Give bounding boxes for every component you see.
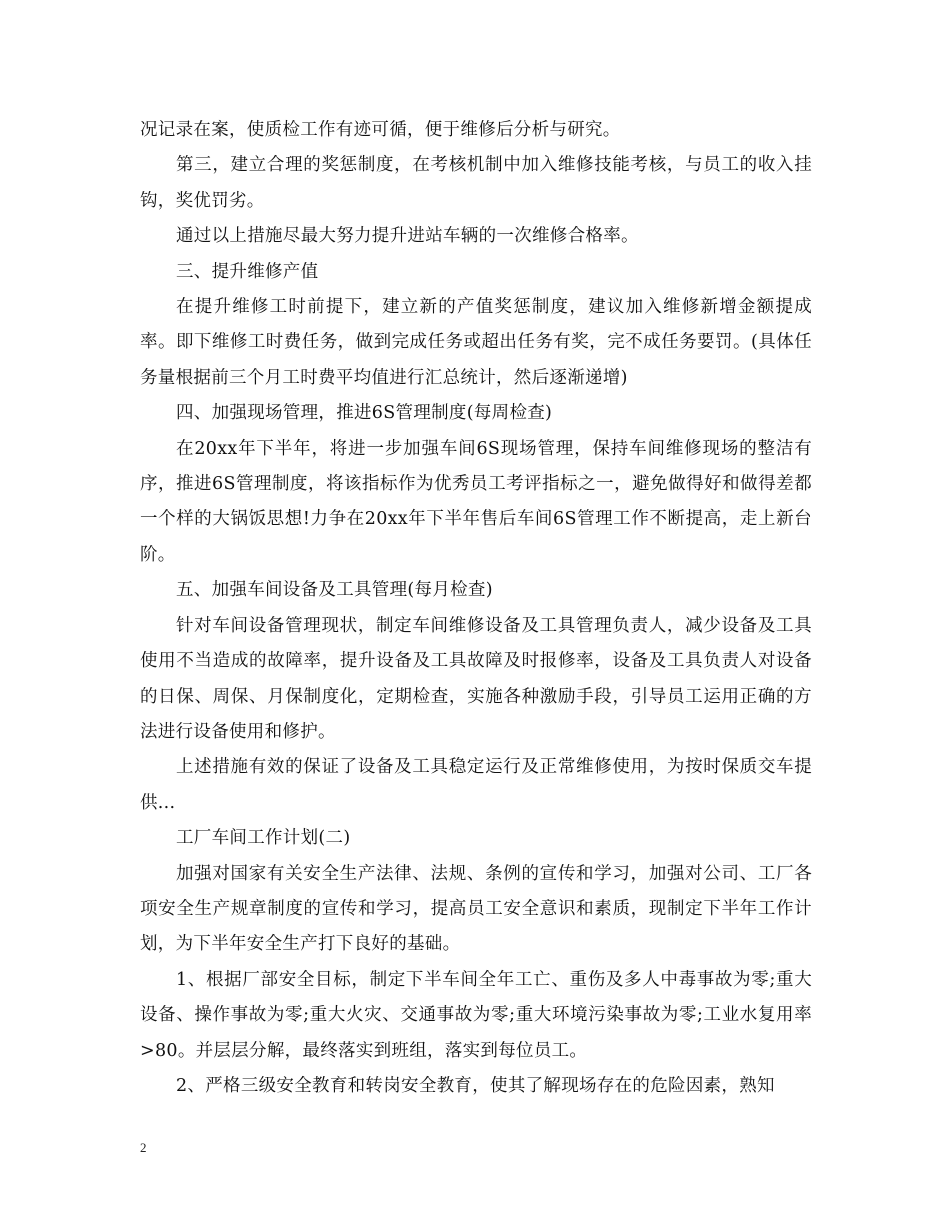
paragraph-13: 1、根据厂部安全目标，制定下半车间全年工亡、重伤及多人中毒事故为零;重大设备、操作事故为零;重大火灾、交通事故为零;重大环境污染事故为零;工业水复用率>80。并层层分解，最终落实到班组，落实到每位员工。 [140, 969, 812, 1061]
paragraph-12: 加强对国家有关安全生产法律、法规、条例的宣传和学习，加强对公司、工厂各项安全生产规章制度的宣传和学习，提高员工安全意识和素质，现制定下半年工作计划，为下半年安全生产打下良好的基础。 [140, 863, 812, 955]
paragraph-14: 2、严格三级安全教育和转岗安全教育，使其了解现场存在的危险因素，熟知 [176, 1075, 775, 1096]
paragraph-2: 第三，建立合理的奖惩制度，在考核机制中加入维修技能考核，与员工的收入挂钩，奖优罚劣。 [140, 155, 812, 211]
paragraph-9: 针对车间设备管理现状，制定车间维修设备及工具管理负责人，减少设备及工具使用不当造成的故障率，提升设备及工具故障及时报修率，设备及工具负责人对设备的日保、周保、月保制度化，定期检查，实施各种激励手段，引导员工运用正确的方法进行设备使用和修护。 [140, 615, 812, 742]
paragraph-10: 上述措施有效的保证了设备及工具稳定运行及正常维修使用，为按时保质交车提供... [140, 757, 812, 813]
document-body [140, 113, 812, 1104]
paragraph-5: 在提升维修工时前提下，建立新的产值奖惩制度，建议加入维修新增金额提成率。即下维修工时费任务，做到完成任务或超出任务有奖，完不成任务要罚。(具体任务量根据前三个月工时费平均值进行汇总统计，然后逐渐递增) [140, 297, 812, 388]
paragraph-1: 况记录在案，使质检工作有迹可循，便于维修后分析与研究。 [140, 120, 621, 140]
page-number: 2 [140, 1140, 147, 1155]
document-subtitle: 工厂车间工作计划(二) [176, 828, 351, 849]
section-heading-3: 三、提升维修产值 [176, 261, 319, 282]
section-heading-5: 五、加强车间设备及工具管理(每月检查) [176, 580, 493, 601]
paragraph-7: 在20xx年下半年，将进一步加强车间6S现场管理，保持车间维修现场的整洁有序，推进6S管理制度，将该指标作为优秀员工考评指标之一，避免做得好和做得差都一个样的大锅饭思想!力争在20xx年下半年售后车间6S管理工作不断提高，走上新台阶。 [140, 438, 812, 565]
paragraph-3: 通过以上措施尽最大努力提升进站车辆的一次维修合格率。 [176, 226, 639, 247]
section-heading-4: 四、加强现场管理，推进6S管理制度(每周检查) [176, 403, 553, 424]
